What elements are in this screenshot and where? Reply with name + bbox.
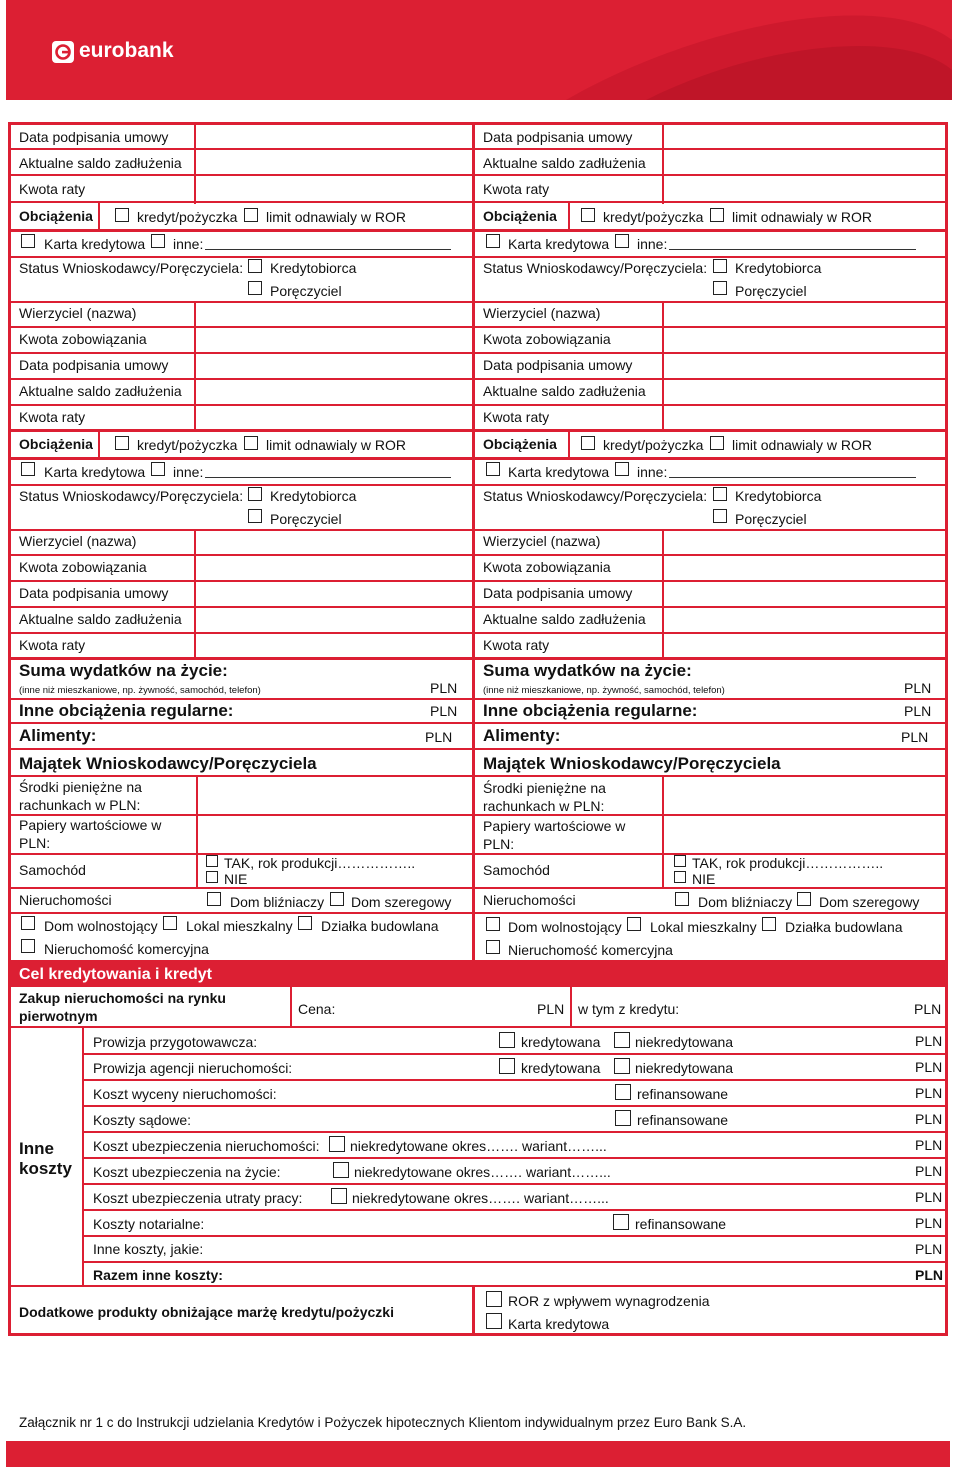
- pln-label: PLN: [430, 703, 458, 719]
- checkbox-label: Poręczyciel: [270, 283, 342, 299]
- checkbox-nie[interactable]: [206, 871, 218, 883]
- checkbox-ror[interactable]: [486, 1291, 502, 1307]
- field-label: Wierzyciel (nazwa): [483, 533, 601, 549]
- cost-row-label: Inne koszty, jakie:: [93, 1241, 204, 1257]
- checkbox-kredyt[interactable]: [115, 208, 129, 222]
- cost-row-label: Koszt wyceny nieruchomości:: [93, 1086, 277, 1102]
- inne-obciazenia-title: Inne obciążenia regularne:: [483, 701, 698, 720]
- checkbox-kredytowana[interactable]: [499, 1058, 515, 1074]
- checkbox-niekredytowane-okres[interactable]: [329, 1136, 345, 1152]
- checkbox-label: Karta kredytowa: [44, 464, 146, 480]
- field-label: Nieruchomości: [483, 892, 576, 908]
- checkbox-label: NIE: [224, 871, 248, 887]
- checkbox-inne[interactable]: [615, 462, 629, 476]
- checkbox-tak[interactable]: [206, 855, 218, 867]
- checkbox-label: Lokal mieszkalny: [650, 919, 757, 935]
- checkbox-karta[interactable]: [21, 234, 35, 248]
- option-label: kredytowana: [521, 1060, 601, 1076]
- majatek-title: Majątek Wnioskodawcy/Poręczyciela: [483, 754, 781, 773]
- field-label: Środki pieniężne na: [483, 780, 606, 796]
- field-label: Aktualne saldo zadłużenia: [19, 383, 182, 399]
- checkbox-label: Poręczyciel: [270, 511, 342, 527]
- checkbox-nier-komercyjna[interactable]: [486, 940, 500, 954]
- field-label: Data podpisania umowy: [19, 357, 169, 373]
- status-label: Status Wnioskodawcy/Poręczyciela:: [483, 260, 708, 276]
- pln-label: PLN: [430, 680, 458, 696]
- field-label: Aktualne saldo zadłużenia: [483, 383, 646, 399]
- checkbox-label: Dom wolnostojący: [44, 918, 158, 934]
- status-label: Status Wnioskodawcy/Poręczyciela:: [19, 488, 244, 504]
- pln-label: PLN: [915, 1267, 943, 1283]
- checkbox-label: Dom szeregowy: [819, 894, 920, 910]
- checkbox-label: Karta kredytowa: [508, 464, 610, 480]
- checkbox-dom-szeregowy[interactable]: [330, 892, 344, 906]
- checkbox-refinansowane[interactable]: [613, 1214, 629, 1230]
- checkbox-label: Karta kredytowa: [44, 236, 146, 252]
- checkbox-karta-kredytowa[interactable]: [486, 1313, 502, 1329]
- checkbox-lokal[interactable]: [163, 916, 177, 930]
- field-label: Kwota zobowiązania: [19, 331, 147, 347]
- suma-note: (inne niż mieszkaniowe, np. żywność, samochód, telefon): [19, 685, 261, 696]
- checkbox-kredytobiorca[interactable]: [713, 259, 727, 273]
- checkbox-label: Kredytobiorca: [735, 488, 822, 504]
- option-label: Karta kredytowa: [508, 1316, 610, 1332]
- checkbox-tak[interactable]: [674, 855, 686, 867]
- field-label: Wierzyciel (nazwa): [483, 305, 601, 321]
- pln-label: PLN: [425, 729, 453, 745]
- field-label: Papiery wartościowe w: [483, 818, 626, 834]
- checkbox-label: TAK, rok produkcji……………..: [224, 855, 416, 871]
- checkbox-label: kredyt/pożyczka: [603, 209, 704, 225]
- checkbox-lokal[interactable]: [627, 917, 641, 931]
- dodatkowe-produkty-label: Dodatkowe produkty obniżające marżę kredytu/pożyczki: [19, 1304, 394, 1320]
- checkbox-niekredytowana[interactable]: [614, 1058, 630, 1074]
- option-label: refinansowane: [635, 1216, 727, 1232]
- field-label: Kwota raty: [19, 181, 86, 197]
- obciazenia-label: Obciążenia: [483, 436, 557, 452]
- suma-title: Suma wydatków na życie:: [19, 661, 228, 680]
- checkbox-label: inne:: [173, 236, 204, 252]
- cost-row-label: Prowizja agencji nieruchomości:: [93, 1060, 293, 1076]
- checkbox-label: Lokal mieszkalny: [186, 918, 293, 934]
- field-label: Data podpisania umowy: [483, 129, 633, 145]
- field-label: Samochód: [19, 862, 86, 878]
- field-label: Kwota raty: [483, 409, 550, 425]
- pln-label: PLN: [904, 680, 932, 696]
- field-label: Data podpisania umowy: [483, 585, 633, 601]
- eurobank-logo-icon: [52, 41, 74, 63]
- cost-row-label: Koszt ubezpieczenia nieruchomości:: [93, 1138, 320, 1154]
- logo-text: eurobank: [79, 39, 174, 62]
- field-label: Data podpisania umowy: [19, 129, 169, 145]
- option-label: niekredytowane okres……. wariant……...: [354, 1164, 611, 1180]
- field-label: Kwota zobowiązania: [483, 331, 611, 347]
- obciazenia-label: Obciążenia: [19, 208, 93, 224]
- cost-row-label: Koszt ubezpieczenia utraty pracy:: [93, 1190, 303, 1206]
- field-label: Data podpisania umowy: [19, 585, 169, 601]
- checkbox-label: Dom szeregowy: [351, 894, 452, 910]
- option-label: refinansowane: [637, 1112, 729, 1128]
- field-label: Aktualne saldo zadłużenia: [19, 611, 182, 627]
- pln-label: PLN: [915, 1241, 943, 1257]
- checkbox-karta[interactable]: [486, 462, 500, 476]
- checkbox-inne[interactable]: [615, 234, 629, 248]
- alimenty-title: Alimenty:: [483, 726, 561, 745]
- checkbox-niekredytowane-okres[interactable]: [333, 1162, 349, 1178]
- checkbox-niekredytowana[interactable]: [614, 1032, 630, 1048]
- checkbox-kredyt[interactable]: [581, 208, 595, 222]
- obciazenia-label: Obciążenia: [19, 436, 93, 452]
- checkbox-label: Nieruchomość komercyjna: [508, 942, 673, 958]
- checkbox-label: limit odnawialy w ROR: [266, 437, 407, 453]
- checkbox-label: Kredytobiorca: [735, 260, 822, 276]
- cena-label: Cena:: [298, 1001, 336, 1017]
- field-label: Aktualne saldo zadłużenia: [483, 611, 646, 627]
- field-label: Wierzyciel (nazwa): [19, 533, 137, 549]
- checkbox-label: Nieruchomość komercyjna: [44, 941, 209, 957]
- pln-label: PLN: [915, 1137, 943, 1153]
- checkbox-dzialka[interactable]: [762, 917, 776, 931]
- checkbox-dzialka[interactable]: [298, 916, 312, 930]
- checkbox-dom-wolnostojacy[interactable]: [486, 917, 500, 931]
- checkbox-dom-szeregowy[interactable]: [797, 892, 811, 906]
- footer-note: Załącznik nr 1 c do Instrukcji udzielania Kredytów i Pożyczek hipotecznych Klientom indywidualnym przez Euro Bank S.A.: [19, 1415, 747, 1430]
- checkbox-kredytobiorca[interactable]: [248, 259, 262, 273]
- checkbox-label: inne:: [637, 464, 668, 480]
- checkbox-refinansowane[interactable]: [615, 1110, 631, 1126]
- field-label: rachunkach w PLN:: [483, 798, 605, 814]
- cost-row-label: Koszty sądowe:: [93, 1112, 192, 1128]
- option-label: niekredytowane okres……. wariant……...: [350, 1138, 607, 1154]
- pln-label: PLN: [901, 729, 929, 745]
- pln-label: PLN: [915, 1163, 943, 1179]
- option-label: ROR z wpływem wynagrodzenia: [508, 1293, 710, 1309]
- field-label: Kwota raty: [483, 637, 550, 653]
- pln-label: PLN: [537, 1001, 565, 1017]
- checkbox-label: Kredytobiorca: [270, 488, 357, 504]
- checkbox-poreczyciel[interactable]: [248, 281, 262, 295]
- pln-label: PLN: [915, 1033, 943, 1049]
- field-label: Kwota raty: [483, 181, 550, 197]
- pln-label: PLN: [915, 1189, 943, 1205]
- status-label: Status Wnioskodawcy/Poręczyciela:: [19, 260, 244, 276]
- checkbox-label: Poręczyciel: [735, 283, 807, 299]
- checkbox-label: kredyt/pożyczka: [137, 209, 238, 225]
- checkbox-label: kredyt/pożyczka: [137, 437, 238, 453]
- checkbox-limit[interactable]: [710, 436, 724, 450]
- status-label: Status Wnioskodawcy/Poręczyciela:: [483, 488, 708, 504]
- checkbox-label: NIE: [692, 871, 716, 887]
- field-label: Aktualne saldo zadłużenia: [19, 155, 182, 171]
- option-label: niekredytowana: [635, 1060, 734, 1076]
- checkbox-poreczyciel[interactable]: [248, 509, 262, 523]
- cost-row-label: Razem inne koszty:: [93, 1267, 223, 1283]
- checkbox-niekredytowane-okres[interactable]: [331, 1188, 347, 1204]
- zakup-label: Zakup nieruchomości na rynku: [19, 990, 226, 1006]
- checkbox-label: Dom bliźniaczy: [230, 894, 325, 910]
- field-label: Kwota raty: [19, 409, 86, 425]
- checkbox-kredyt[interactable]: [115, 436, 129, 450]
- field-label: Wierzyciel (nazwa): [19, 305, 137, 321]
- field-label: Nieruchomości: [19, 892, 112, 908]
- checkbox-limit[interactable]: [710, 208, 724, 222]
- suma-title: Suma wydatków na życie:: [483, 661, 692, 680]
- pln-label: PLN: [915, 1085, 943, 1101]
- checkbox-label: inne:: [637, 236, 668, 252]
- option-label: niekredytowane okres……. wariant……...: [352, 1190, 609, 1206]
- pln-label: PLN: [914, 1001, 942, 1017]
- field-label: Kwota zobowiązania: [19, 559, 147, 575]
- pln-label: PLN: [904, 703, 932, 719]
- checkbox-dom-blizniaczy[interactable]: [207, 892, 221, 906]
- checkbox-label: kredyt/pożyczka: [603, 437, 704, 453]
- checkbox-label: Kredytobiorca: [270, 260, 357, 276]
- checkbox-inne[interactable]: [151, 234, 165, 248]
- checkbox-refinansowane[interactable]: [615, 1084, 631, 1100]
- checkbox-dom-blizniaczy[interactable]: [675, 892, 689, 906]
- field-label: PLN:: [19, 835, 51, 851]
- checkbox-inne[interactable]: [151, 462, 165, 476]
- checkbox-label: limit odnawialy w ROR: [266, 209, 407, 225]
- checkbox-poreczyciel[interactable]: [713, 509, 727, 523]
- suma-note: (inne niż mieszkaniowe, np. żywność, samochód, telefon): [483, 685, 725, 696]
- field-label: Kwota zobowiązania: [483, 559, 611, 575]
- footer-bar: [6, 1441, 950, 1467]
- option-label: kredytowana: [521, 1034, 601, 1050]
- checkbox-kredytobiorca[interactable]: [248, 487, 262, 501]
- pln-label: PLN: [915, 1059, 943, 1075]
- option-label: refinansowane: [637, 1086, 729, 1102]
- cost-row-label: Prowizja przygotowawcza:: [93, 1034, 258, 1050]
- field-label: Samochód: [483, 862, 550, 878]
- checkbox-limit[interactable]: [244, 436, 258, 450]
- inne-obciazenia-title: Inne obciążenia regularne:: [19, 701, 234, 720]
- cost-row-label: Koszt ubezpieczenia na życie:: [93, 1164, 281, 1180]
- option-label: niekredytowana: [635, 1034, 734, 1050]
- checkbox-label: Poręczyciel: [735, 511, 807, 527]
- checkbox-label: Działka budowlana: [321, 918, 439, 934]
- checkbox-karta[interactable]: [21, 462, 35, 476]
- pln-label: PLN: [915, 1111, 943, 1127]
- checkbox-limit[interactable]: [244, 208, 258, 222]
- pln-label: PLN: [915, 1215, 943, 1231]
- wtym-label: w tym z kredytu:: [578, 1001, 680, 1017]
- checkbox-dom-wolnostojacy[interactable]: [21, 916, 35, 930]
- checkbox-kredyt[interactable]: [581, 436, 595, 450]
- obciazenia-label: Obciążenia: [483, 208, 557, 224]
- checkbox-label: inne:: [173, 464, 204, 480]
- checkbox-poreczyciel[interactable]: [713, 281, 727, 295]
- checkbox-label: Działka budowlana: [785, 919, 903, 935]
- field-label: Data podpisania umowy: [483, 357, 633, 373]
- checkbox-nier-komercyjna[interactable]: [21, 939, 35, 953]
- checkbox-label: limit odnawialy w ROR: [732, 437, 873, 453]
- field-label: Aktualne saldo zadłużenia: [483, 155, 646, 171]
- checkbox-kredytobiorca[interactable]: [713, 487, 727, 501]
- checkbox-label: Karta kredytowa: [508, 236, 610, 252]
- inne-koszty-label-2: koszty: [19, 1159, 72, 1178]
- checkbox-nie[interactable]: [674, 871, 686, 883]
- field-label: Środki pieniężne na: [19, 779, 142, 795]
- majatek-title: Majątek Wnioskodawcy/Poręczyciela: [19, 754, 317, 773]
- inne-koszty-label: Inne: [19, 1139, 54, 1158]
- cost-row-label: Koszty notarialne:: [93, 1216, 205, 1232]
- checkbox-label: Dom bliźniaczy: [698, 894, 793, 910]
- field-label: Papiery wartościowe w: [19, 817, 162, 833]
- checkbox-karta[interactable]: [486, 234, 500, 248]
- field-label: rachunkach w PLN:: [19, 797, 141, 813]
- zakup-label-2: pierwotnym: [19, 1008, 98, 1024]
- checkbox-label: limit odnawialy w ROR: [732, 209, 873, 225]
- cel-title: Cel kredytowania i kredyt: [19, 966, 212, 983]
- field-label: PLN:: [483, 836, 515, 852]
- alimenty-title: Alimenty:: [19, 726, 97, 745]
- checkbox-kredytowana[interactable]: [499, 1032, 515, 1048]
- field-label: Kwota raty: [19, 637, 86, 653]
- checkbox-label: TAK, rok produkcji……………..: [692, 855, 884, 871]
- checkbox-label: Dom wolnostojący: [508, 919, 622, 935]
